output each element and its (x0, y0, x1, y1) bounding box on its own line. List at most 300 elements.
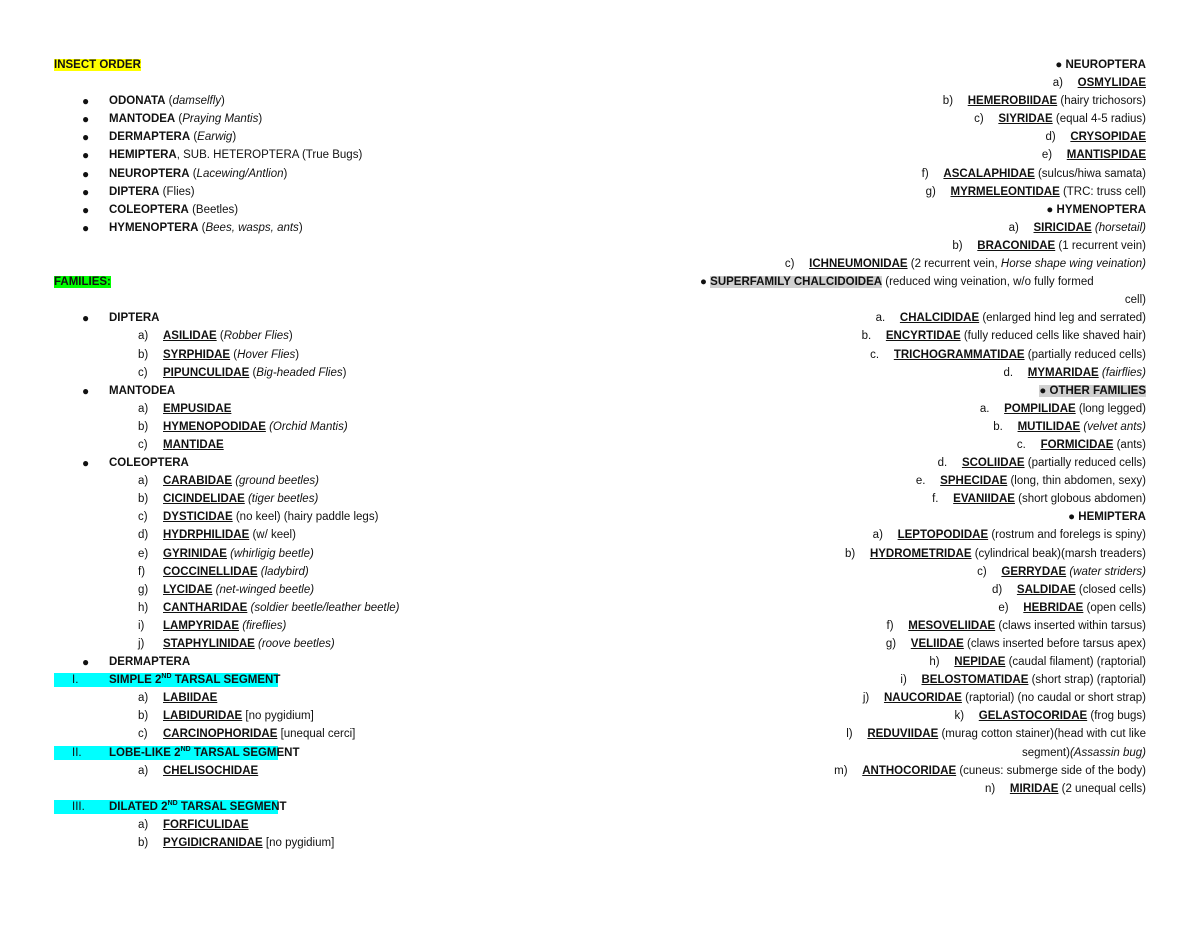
family-item (54, 545, 574, 563)
bullet-icon: ● (82, 311, 90, 326)
family-name: CHALCIDIDAE (899, 312, 980, 325)
right-line (700, 418, 1146, 436)
tarsal-sup: ND (167, 800, 178, 808)
order-item (54, 92, 574, 110)
tarsal-label (109, 671, 280, 689)
family-name: SPHECIDAE (940, 475, 1008, 488)
bullet-icon: ● (1046, 203, 1057, 216)
family-note: (partially reduced cells) (1024, 348, 1146, 361)
item-letter: f. (932, 493, 954, 506)
group-title: COLEOPTERA (109, 457, 189, 470)
item-text (163, 581, 314, 599)
family-name: OSMYLIDAE (1077, 77, 1146, 90)
item-letter: d) (138, 529, 149, 542)
right-line (700, 780, 1146, 798)
item-letter: g) (925, 185, 951, 198)
family-name: SIYRIDAE (998, 113, 1053, 126)
family-note-italic: (fireflies) (239, 619, 287, 632)
family-note-italic: (horsetail) (1091, 221, 1146, 234)
family-item (54, 490, 574, 508)
family-item (54, 635, 574, 653)
order-note-end: ) (232, 131, 237, 144)
item-letter: e) (998, 601, 1024, 614)
tarsal-label-b: TARSAL SEGMENT (171, 674, 281, 687)
item-text (163, 346, 299, 364)
family-name: MYRMELEONTIDAE (950, 185, 1060, 198)
family-name: HYDRPHILIDAE (163, 529, 250, 542)
item-letter: f) (886, 619, 909, 632)
group-title: HEMIPTERA (1078, 511, 1146, 524)
bullet-icon: ● (1068, 511, 1079, 524)
item-letter: e. (915, 475, 941, 488)
family-name: VELIIDAE (910, 638, 964, 650)
family-note: (cylindrical beak)(marsh treaders) (971, 547, 1146, 560)
family-name: EMPUSIDAE (163, 402, 232, 415)
order-note: ( (165, 95, 173, 108)
order-item (54, 128, 574, 146)
item-letter: b) (942, 95, 968, 108)
item-letter: a) (138, 818, 149, 831)
item-letter: g) (138, 583, 149, 596)
family-name: MESOVELIIDAE (908, 619, 996, 632)
item-text (163, 635, 335, 653)
family-group-heading (54, 653, 574, 671)
family-note: (ants) (1113, 438, 1146, 451)
order-note-end: ) (258, 113, 263, 126)
bullet-icon: ● (1055, 59, 1066, 71)
group-title: HYMENOPTERA (1056, 203, 1146, 216)
right-line (700, 563, 1146, 581)
tarsal-group-heading (54, 744, 574, 762)
family-name: CARABIDAE (163, 475, 232, 488)
family-note-italic: (net-winged beetle) (212, 583, 315, 596)
bullet-icon: ● (700, 276, 711, 289)
right-line (700, 436, 1146, 454)
order-note-end: ) (298, 221, 303, 234)
family-item (54, 581, 574, 599)
item-letter: c) (138, 728, 148, 741)
group-title: NEUROPTERA (1065, 59, 1146, 71)
family-item (54, 707, 574, 725)
item-text (163, 400, 231, 418)
family-note: [no pygidium] (262, 837, 335, 850)
family-note: ( (216, 330, 224, 343)
tarsal-label-a: DILATED 2 (109, 800, 168, 813)
right-line (700, 581, 1146, 599)
family-note-italic: Hover Flies (237, 348, 296, 361)
blank-line (54, 237, 574, 255)
order-note-italic: Earwig (197, 131, 233, 144)
family-note: (partially reduced cells) (1024, 457, 1146, 470)
right-line (700, 617, 1146, 635)
family-name: GYRINIDAE (163, 547, 227, 560)
family-note: (no keel) (hairy paddle legs) (232, 511, 379, 524)
bullet-icon: ● (82, 383, 90, 398)
order-name: DERMAPTERA (109, 131, 191, 144)
item-text (163, 490, 318, 508)
bullet-icon: ● (1039, 384, 1050, 397)
family-note-italic: (water striders) (1066, 565, 1146, 578)
item-text (163, 834, 334, 852)
right-line (700, 364, 1146, 382)
order-name: MANTODEA (109, 113, 176, 126)
item-letter: a) (138, 475, 149, 488)
family-name: NAUCORIDAE (883, 692, 962, 705)
order-item (54, 146, 574, 164)
item-letter: e) (1041, 149, 1067, 162)
item-letter: b) (138, 420, 149, 433)
family-note-italic: (whirligig beetle) (226, 547, 314, 560)
right-line (700, 490, 1146, 508)
order-note-end: ) (283, 167, 288, 180)
item-letter: a) (138, 764, 149, 777)
plain-text: cell) (1124, 294, 1146, 307)
family-name: LABIDURIDAE (163, 710, 243, 723)
continued-text: segment) (1022, 746, 1070, 759)
right-line (700, 56, 1146, 74)
tarsal-group-heading (54, 671, 574, 689)
blank-line (54, 291, 574, 309)
family-name: MIRIDAE (1009, 782, 1059, 795)
order-note-italic: Lacewing/Antlion (196, 167, 284, 180)
right-line (700, 110, 1146, 128)
item-letter: b) (138, 837, 149, 850)
item-letter: d. (1003, 366, 1028, 379)
order-note-italic: damselfly (172, 95, 222, 108)
family-name: NEPIDAE (954, 656, 1006, 669)
item-letter: b) (952, 239, 978, 252)
family-name: DYSTICIDAE (163, 511, 233, 524)
family-name: MANTIDAE (163, 438, 224, 451)
family-note-italic: Horse shape wing veination) (1000, 258, 1146, 271)
superfamily-name: SUPERFAMILY CHALCIDOIDEA (710, 276, 883, 289)
family-name: CRYSOPIDAE (1070, 131, 1146, 144)
order-note: , SUB. HETEROPTERA (True Bugs) (176, 149, 363, 162)
family-name: CANTHARIDAE (163, 601, 248, 614)
family-group-heading (54, 454, 574, 472)
family-note: (short strap) (raptorial) (1028, 674, 1146, 687)
right-line (700, 128, 1146, 146)
item-text (163, 816, 249, 834)
right-line (700, 725, 1146, 743)
tarsal-label-a: SIMPLE 2 (109, 674, 162, 687)
item-letter: b) (845, 547, 870, 560)
family-item (54, 400, 574, 418)
item-letter: c) (784, 258, 810, 271)
superfamily-note: (reduced wing veination, w/o fully formed (882, 276, 1094, 289)
item-letter: b) (138, 493, 149, 506)
item-letter: d) (1045, 131, 1071, 144)
family-name: HYMENOPODIDAE (163, 420, 266, 433)
family-note: (open cells) (1083, 601, 1146, 614)
tarsal-sup: ND (161, 673, 172, 681)
family-note: (cuneus: submerge side of the body) (956, 764, 1146, 777)
family-note: (frog bugs) (1087, 710, 1146, 723)
item-text (163, 418, 348, 436)
families-heading: FAMILIES: (54, 276, 111, 289)
order-item (54, 165, 574, 183)
order-note-italic: Bees, wasps, ants (205, 221, 299, 234)
family-note-italic: (tiger beetles) (244, 493, 319, 506)
family-note: (1 recurrent vein) (1055, 239, 1146, 252)
family-name: BELOSTOMATIDAE (921, 674, 1029, 687)
order-note: ( (190, 131, 198, 144)
family-note: (enlarged hind leg and serrated) (979, 312, 1146, 325)
order-name: COLEOPTERA (109, 203, 189, 216)
family-name: HEBRIDAE (1023, 601, 1084, 614)
family-item (54, 436, 574, 454)
family-item (54, 346, 574, 364)
family-note: (2 unequal cells) (1058, 782, 1146, 795)
family-note: (hairy trichosors) (1057, 95, 1146, 108)
item-letter: l) (846, 728, 868, 741)
item-text (163, 472, 319, 490)
blank-line (54, 780, 574, 798)
tarsal-label (109, 798, 287, 816)
family-item (54, 762, 574, 780)
right-line (700, 165, 1146, 183)
group-title: DIPTERA (109, 312, 160, 325)
family-item (54, 364, 574, 382)
item-letter: b. (993, 420, 1018, 433)
family-item (54, 327, 574, 345)
left-column (54, 56, 574, 852)
order-text (109, 128, 236, 146)
family-note: (long legged) (1075, 402, 1146, 415)
right-line (700, 707, 1146, 725)
item-letter: d) (991, 583, 1017, 596)
order-text (109, 92, 225, 110)
family-name: PYGIDICRANIDAE (163, 837, 263, 850)
right-line (700, 599, 1146, 617)
item-text (163, 617, 286, 635)
group-title: MANTODEA (109, 384, 176, 397)
family-note: (caudal filament) (raptorial) (1005, 656, 1146, 669)
family-note-italic: (Orchid Mantis) (265, 420, 348, 433)
item-letter: c) (138, 438, 148, 451)
family-name: MUTILIDAE (1017, 420, 1081, 433)
order-note: (Beetles) (188, 203, 239, 216)
item-text (163, 762, 258, 780)
family-note-end: ) (342, 366, 347, 379)
right-line (700, 454, 1146, 472)
item-letter: c. (870, 348, 894, 361)
bullet-icon: ● (82, 130, 90, 145)
family-item (54, 472, 574, 490)
right-line (700, 382, 1146, 400)
bullet-icon: ● (82, 220, 90, 235)
family-item (54, 834, 574, 852)
right-line (700, 472, 1146, 490)
right-line (700, 183, 1146, 201)
order-name: HYMENOPTERA (109, 221, 199, 234)
right-line (700, 526, 1146, 544)
family-item (54, 617, 574, 635)
item-text (163, 725, 355, 743)
family-name: EVANIIDAE (953, 493, 1015, 506)
right-line (700, 508, 1146, 526)
right-line (700, 201, 1146, 219)
item-text (163, 526, 296, 544)
order-name: NEUROPTERA (109, 167, 190, 180)
family-name: HEMEROBIIDAE (967, 95, 1058, 108)
order-item (54, 219, 574, 237)
tarsal-label-a: LOBE-LIKE 2 (109, 746, 181, 759)
family-note-end: ) (288, 330, 293, 343)
family-note: [unequal cerci] (277, 728, 356, 741)
order-text (109, 110, 262, 128)
family-note-italic: (soldier beetle/leather beetle) (247, 601, 400, 614)
item-letter: a) (138, 402, 149, 415)
tarsal-label-b: TARSAL SEGMENT (190, 746, 300, 759)
families-heading-line (54, 273, 574, 291)
right-line (700, 744, 1146, 762)
item-letter: i) (900, 674, 922, 687)
family-name: LYCIDAE (163, 583, 213, 596)
family-name: MYMARIDAE (1027, 366, 1099, 379)
right-line (700, 653, 1146, 671)
item-letter: e) (138, 547, 149, 560)
family-note-italic: (ladybird) (257, 565, 309, 578)
family-name: BRACONIDAE (977, 239, 1056, 252)
family-item (54, 599, 574, 617)
right-line (700, 346, 1146, 364)
blank-line (54, 74, 574, 92)
family-note-italic: (roove beetles) (254, 638, 335, 650)
family-name: POMPILIDAE (1004, 402, 1076, 415)
family-note: (2 recurrent vein, (907, 258, 1001, 271)
family-item (54, 725, 574, 743)
item-letter: f) (138, 565, 146, 578)
item-letter: h) (929, 656, 955, 669)
family-name: STAPHYLINIDAE (163, 638, 255, 650)
order-name: HEMIPTERA (109, 149, 177, 162)
order-note: ( (198, 221, 206, 234)
family-name: ASILIDAE (163, 330, 217, 343)
family-name: CHELISOCHIDAE (163, 764, 259, 777)
item-text (163, 436, 224, 454)
family-name: SALDIDAE (1016, 583, 1076, 596)
item-letter: f) (921, 167, 944, 180)
item-letter: d. (937, 457, 962, 470)
order-heading: INSECT ORDER (54, 59, 141, 71)
group-title: DERMAPTERA (109, 656, 191, 669)
item-letter: a) (872, 529, 898, 542)
family-item (54, 526, 574, 544)
family-note: (short globous abdomen) (1014, 493, 1146, 506)
item-letter: n) (984, 782, 1010, 795)
order-name: DIPTERA (109, 185, 160, 198)
right-line (700, 689, 1146, 707)
item-letter: h) (138, 601, 149, 614)
family-note-italic: (ground beetles) (232, 475, 319, 488)
order-name: ODONATA (109, 95, 166, 108)
family-item (54, 816, 574, 834)
order-note: ( (189, 167, 197, 180)
order-note: ( (175, 113, 183, 126)
item-letter: a) (1008, 221, 1034, 234)
family-name: MANTISPIDAE (1066, 149, 1146, 162)
family-note-end: ) (295, 348, 300, 361)
family-name: LABIIDAE (163, 692, 218, 705)
item-letter: c) (138, 511, 148, 524)
tarsal-label-b: TARSAL SEGMENT (177, 800, 287, 813)
family-name: ANTHOCORIDAE (862, 764, 957, 777)
family-name: ASCALAPHIDAE (943, 167, 1035, 180)
right-line (700, 400, 1146, 418)
item-letter: c) (974, 113, 999, 126)
blank-line (54, 255, 574, 273)
item-letter: a) (138, 692, 149, 705)
bullet-icon: ● (82, 166, 90, 181)
family-note: (raptorial) (no caudal or short strap) (961, 692, 1146, 705)
right-line (700, 219, 1146, 237)
item-letter: m) (834, 764, 863, 777)
item-text (163, 364, 346, 382)
family-note: (rostrum and forelegs is spiny) (988, 529, 1146, 542)
right-line (700, 237, 1146, 255)
order-text (109, 146, 362, 164)
order-text (109, 165, 287, 183)
bullet-icon: ● (82, 94, 90, 109)
family-note: (long, thin abdomen, sexy) (1007, 475, 1146, 488)
item-letter: j) (138, 638, 145, 650)
family-note-italic: (velvet ants) (1080, 420, 1146, 433)
right-line (700, 762, 1146, 780)
family-note: (claws inserted within tarsus) (995, 619, 1146, 632)
family-note-italic: Big-headed Flies (256, 366, 343, 379)
family-name: SCOLIIDAE (961, 457, 1025, 470)
right-line (700, 635, 1146, 653)
continued-italic: (Assassin bug) (1069, 746, 1146, 759)
family-note: ( (249, 366, 257, 379)
family-name: LEPTOPODIDAE (897, 529, 989, 542)
right-column (700, 56, 1146, 798)
family-note: (claws inserted before tarsus apex) (963, 638, 1146, 650)
family-note: (closed cells) (1075, 583, 1146, 596)
order-note: (Flies) (159, 185, 195, 198)
item-letter: g) (885, 638, 911, 650)
family-note: (equal 4-5 radius) (1052, 113, 1146, 126)
family-name: ICHNEUMONIDAE (809, 258, 908, 271)
item-letter: i) (138, 619, 145, 632)
item-letter: b) (138, 348, 149, 361)
other-families-heading (1039, 385, 1146, 397)
item-letter: a. (979, 402, 1005, 415)
item-text (163, 689, 217, 707)
item-letter: k) (954, 710, 979, 723)
order-text (109, 219, 303, 237)
item-text (163, 545, 314, 563)
bullet-icon: ● (82, 655, 90, 670)
family-name: REDUVIIDAE (867, 728, 939, 741)
roman-numeral: II. (72, 746, 82, 759)
order-item (54, 110, 574, 128)
order-item (54, 201, 574, 219)
bullet-icon: ● (82, 456, 90, 471)
family-name: SIRICIDAE (1033, 221, 1092, 234)
family-note: (sulcus/hiwa samata) (1034, 167, 1146, 180)
family-item (54, 508, 574, 526)
bullet-icon: ● (82, 148, 90, 163)
item-letter: j) (862, 692, 884, 705)
right-line (700, 671, 1146, 689)
family-note: (murag cotton stainer)(head with cut like (938, 728, 1146, 741)
item-text (163, 599, 400, 617)
item-letter: a) (138, 330, 149, 343)
order-note-end: ) (221, 95, 225, 108)
family-group-heading (54, 382, 574, 400)
